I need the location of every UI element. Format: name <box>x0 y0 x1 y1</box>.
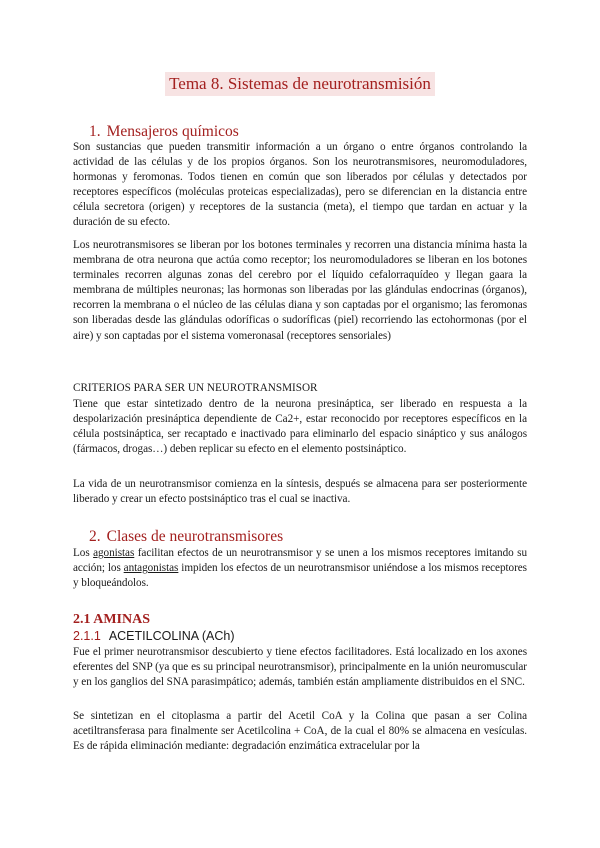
section-2-title: Clases de neurotransmisores <box>106 528 284 545</box>
section-1-number: 1. <box>89 123 101 140</box>
section-1-title: Mensajeros químicos <box>106 123 239 140</box>
agonists-text-b: facilitan efectos de un neurotransmisor y se unen a los mismos receptores imitando su acción; los <box>73 547 527 575</box>
antagonistas-term: antagonistas <box>123 562 179 575</box>
section-2-1-1-title: ACETILCOLINA (ACh) <box>108 629 235 643</box>
criteria-heading: CRITERIOS PARA SER UN NEUROTRANSMISOR <box>73 382 318 394</box>
paragraph-criteria: Tiene que estar sintetizado dentro de la neurona presináptica, ser liberado en respuesta a la despolarización presináptica dependiente de Ca2+, estar reconocido por receptores específicos en la célula postsináptica, ser recaptado e inactivado para eliminarlo del espacio sináptico y sus análogos (fármacos, drogas…) deben replicar su efecto en el elemento postsináptico. <box>73 398 527 456</box>
section-2-number: 2. <box>89 528 101 545</box>
section-2-1-1-heading <box>73 628 235 644</box>
section-2-1-1-number: 2.1.1 <box>73 629 101 643</box>
paragraph-acetilcolina-synthesis: Se sintetizan en el citoplasma a partir del Acetil CoA y la Colina que pasan a ser Colina acetiltransferasa para finalmente ser Acetilcolina + CoA, de la cual el 80% se almacena en vesículas. Es de rápida eliminación mediante: degradación enzimática extracelular por la <box>73 710 527 753</box>
paragraph-lifecycle: La vida de un neurotransmisor comienza en la síntesis, después se almacena para ser posteriormente liberado y crear un efecto postsináptico tras el cual se inactiva. <box>73 478 527 506</box>
paragraph-agonists <box>73 546 527 591</box>
paragraph-mensajeros-types: Los neurotransmisores se liberan por los botones terminales y recorren una distancia mínima hasta la membrana de otra neurona que actúa como receptor; los neuromoduladores se liberan en los botones terminales recorren algunas zonas del cerebro por el líquido cefalorraquídeo y llegan gaara la membrana de múltiples neuronas; las hormonas son liberadas por las glándulas endocrinas (órganos), recorren la membrana o el núcleo de las células diana y son captadas por el organismo; las feromonas son liberadas desde las glándulas odoríficas o sudoríficas (piel) recorriendo las ectohormonas (por el aire) y son captadas por el sistema vomeronasal (receptores sensoriales) <box>73 239 527 342</box>
section-2-1-heading: 2.1 AMINAS <box>73 612 151 627</box>
paragraph-acetilcolina-intro: Fue el primer neurotransmisor descubierto y tiene efectos facilitadores. Está localizado en los axones eferentes del SNP (ya que es su principal neurotransmisor), principalmente en la unión neuromuscular y en los ganglios del SNA parasimpático; además, también están ampliamente distribuidos en el SNC. <box>73 646 527 689</box>
agonists-text-a: Los <box>73 547 94 559</box>
title-wrap <box>0 72 600 96</box>
agonists-text-c: impiden los efectos de un neurotransmisor uniéndose a los mismos receptores y bloqueándolos. <box>73 562 527 590</box>
document-title: Tema 8. Sistemas de neurotransmisión <box>165 72 435 96</box>
paragraph-mensajeros-definition: Son sustancias que pueden transmitir información a un órgano o entre órganos controlando la actividad de las células y de los propios órganos. Son los neurotransmisores, neuromoduladores, hormonas y feromonas. Todos tienen en común que son liberados por células y detectados por receptores específicos (moléculas proteicas especializadas), pero se diferencian en la distancia entre célula secretora (origen) y receptores de la sustancia (meta), el tiempo que tardan en actuar y la duración de su efecto. <box>73 141 527 229</box>
section-1-heading <box>89 122 239 142</box>
agonistas-term: agonistas <box>93 547 135 559</box>
section-2-heading <box>89 527 283 547</box>
